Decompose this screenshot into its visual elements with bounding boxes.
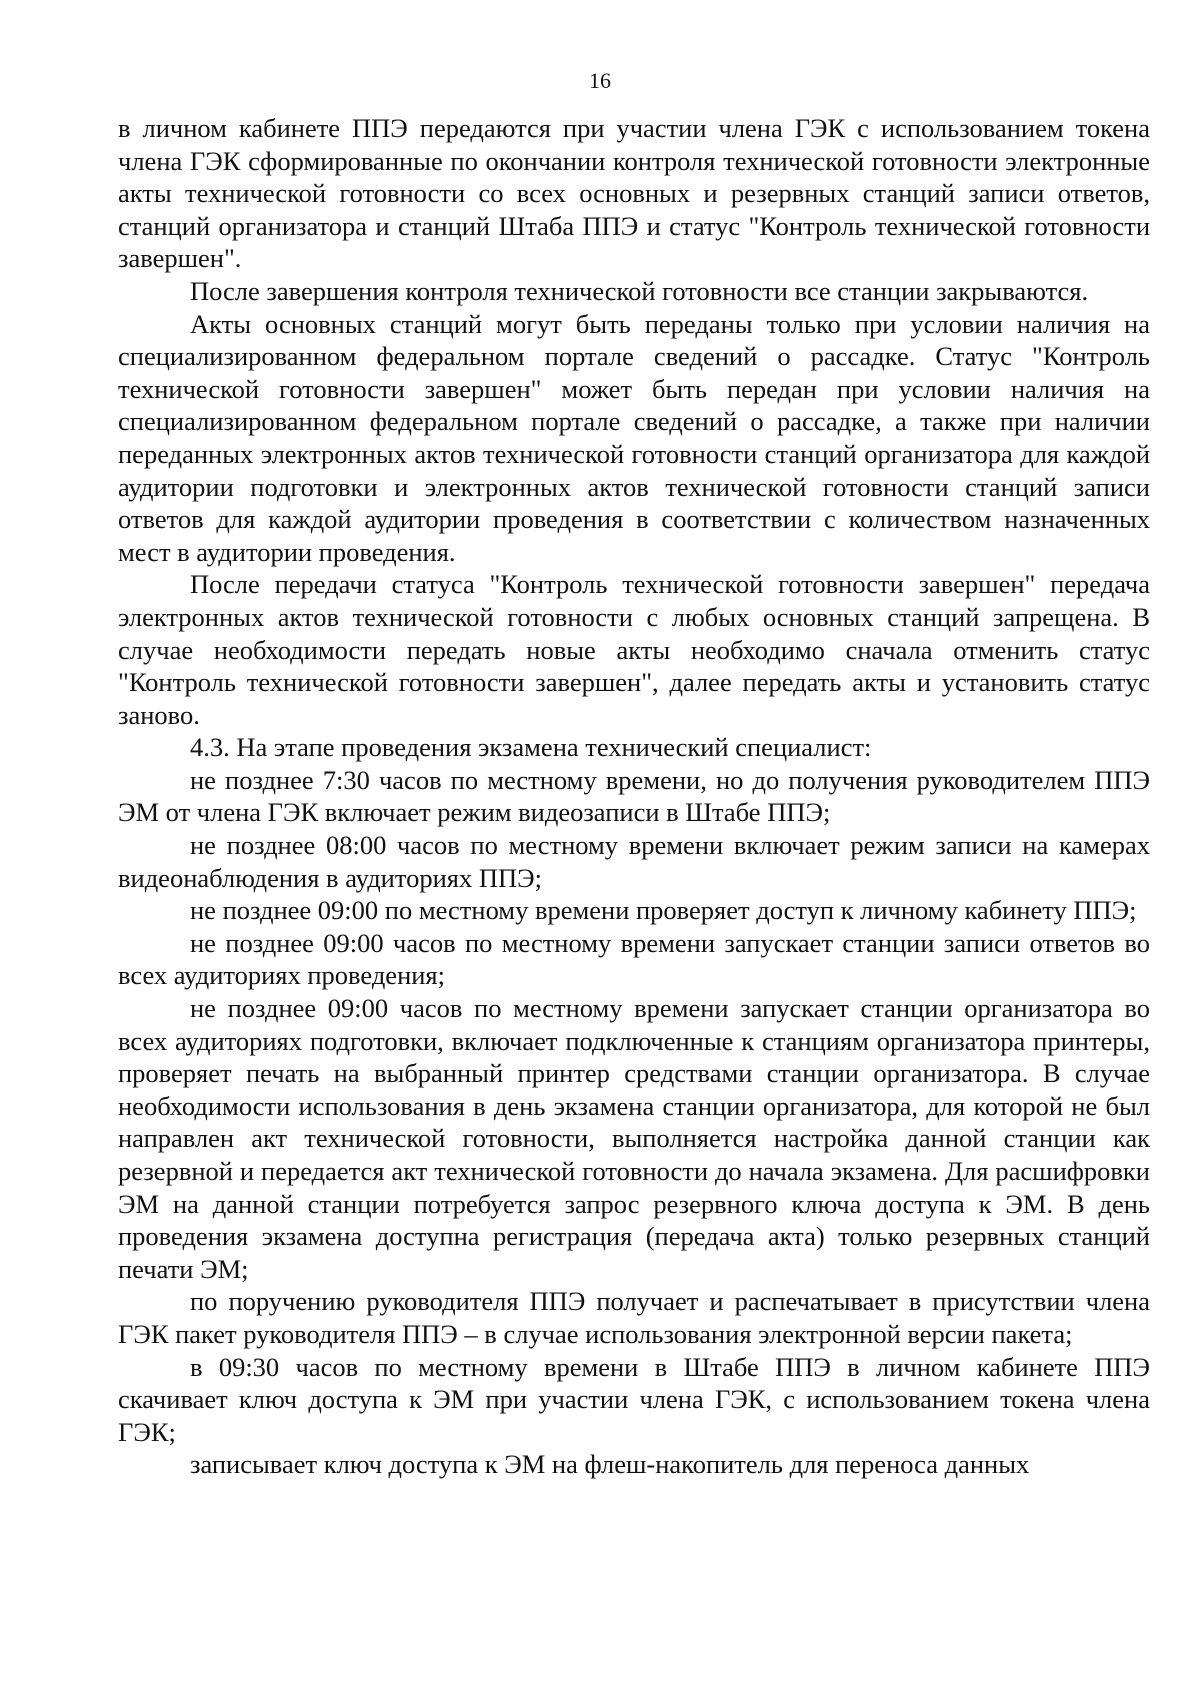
paragraph-1: в личном кабинете ППЭ передаются при участии члена ГЭК с использованием токена члена ГЭК сформированные по окончании контроля технической готовности электронные акты технической готовности со всех основных и резервных станций записи ответов, станций организатора и станций Штаба ППЭ и статус "Контроль технической готовности завершен". <box>118 113 1150 274</box>
page-number: 16 <box>589 68 611 93</box>
list-item-2: не позднее 08:00 часов по местному времени включает режим записи на камерах видеонаблюдения в аудиториях ППЭ; <box>118 830 1150 893</box>
list-item-5: не позднее 09:00 часов по местному времени запускает станции организатора во всех аудиториях подготовки, включает подключенные к станциям организатора принтеры, проверяет печать на выбранный принтер средствами станции организатора. В случае необходимости использования в день экзамена станции организатора, для которой не был направлен акт технической готовности, выполняется настройка данной станции как резервной и передается акт технической готовности до начала экзамена. Для расшифровки ЭМ на данной станции потребуется запрос резервного ключа доступа к ЭМ. В день проведения экзамена доступна регистрация (передача акта) только резервных станций печати ЭМ; <box>118 993 1150 1284</box>
paragraph-2: После завершения контроля технической готовности все станции закрываются. <box>190 275 1089 306</box>
list-item-8: записывает ключ доступа к ЭМ на флеш-накопитель для переноса данных <box>190 1449 1030 1480</box>
list-item-1: не позднее 7:30 часов по местному времени, но до получения руководителем ППЭ ЭМ от члена ГЭК включает режим видеозаписи в Штабе ППЭ; <box>118 764 1150 828</box>
body-text <box>118 112 1150 1481</box>
list-item-4: не позднее 09:00 часов по местному времени запускает станции записи ответов во всех аудиториях проведения; <box>118 927 1150 991</box>
list-item-6: по поручению руководителя ППЭ получает и распечатывает в присутствии члена ГЭК пакет руководителя ППЭ – в случае использования электронной версии пакета; <box>118 1286 1150 1349</box>
list-item-3: не позднее 09:00 по местному времени проверяет доступ к личному кабинету ППЭ; <box>190 895 1137 926</box>
paragraph-4: После передачи статуса "Контроль технической готовности завершен" передача электронных актов технической готовности с любых основных станций запрещена. В случае необходимости передать новые акты необходимо сначала отменить статус "Контроль технической готовности завершен", далее передать акты и установить статус заново. <box>118 569 1150 730</box>
section-heading-4-3: 4.3. На этапе проведения экзамена технический специалист: <box>190 732 872 763</box>
paragraph-3: Акты основных станций могут быть переданы только при условии наличия на специализированном федеральном портале сведений о рассадке. Статус "Контроль технической готовности завершен" может быть передан при условии наличия на специализированном федеральном портале сведений о рассадке, а также при наличии переданных электронных актов технической готовности станций организатора для каждой аудитории подготовки и электронных актов технической готовности станций записи ответов для каждой аудитории проведения в соответствии с количеством назначенных мест в аудитории проведения. <box>118 308 1150 567</box>
list-item-7: в 09:30 часов по местному времени в Штабе ППЭ в личном кабинете ППЭ скачивает ключ доступа к ЭМ при участии члена ГЭК, с использованием токена члена ГЭК; <box>118 1351 1150 1447</box>
